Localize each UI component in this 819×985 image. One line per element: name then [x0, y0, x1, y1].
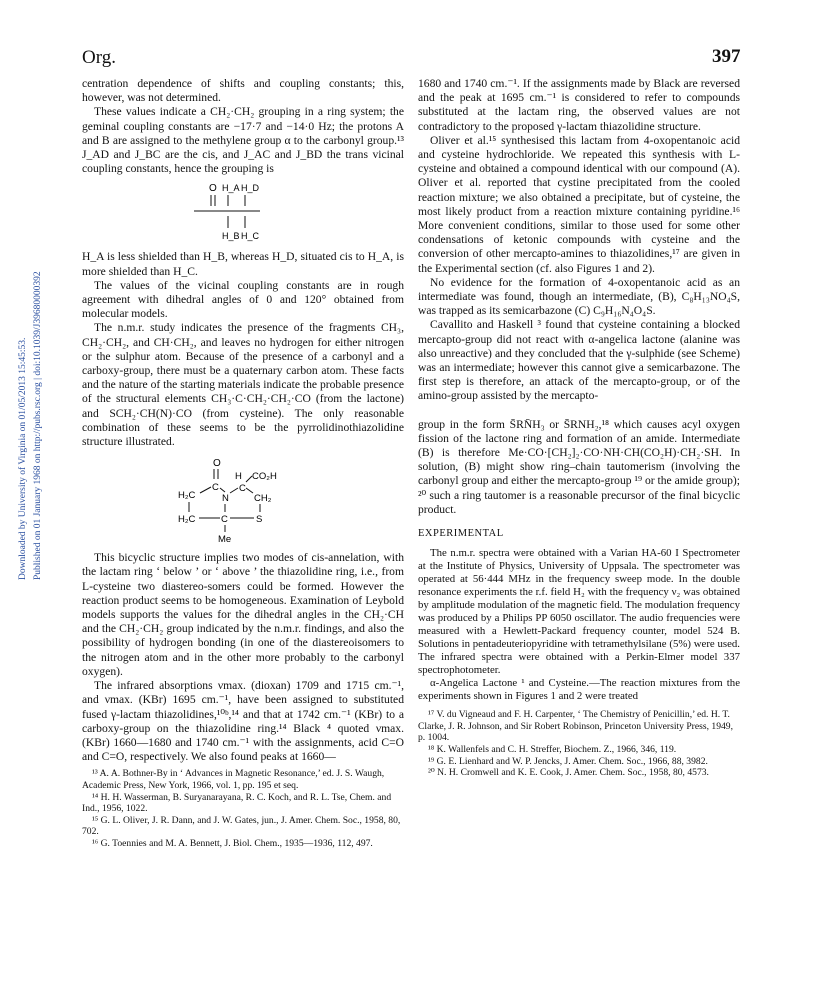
paragraph: The n.m.r. spectra were obtained with a Varian HA-60 I Spectrometer at the Institute of Physics, University of Uppsala. The spectrometer was operated at 56·444 MHz in the frequency sweep mode. In the double resonance experiments the r.f. field H₂ with the frequency ν₂ was obtained by amplitude modulation of the magnetic field. The modulation frequency was produced by a Philips PP 6050 oscillator. The audio frequencies were measured with a Hewlett-Packard frequency counter, model 524 B. Solutions in pentadeuteriopyridine with tetramethylsilane (5%) were used. The infrared spectra were obtained with a Perkin-Elmer model 337 spectrophotometer. — [418, 547, 740, 677]
footnote: ¹⁶ G. Toennies and M. A. Bennett, J. Biol. Chem., 1935—1936, 112, 497. — [92, 837, 373, 849]
footnote: ¹⁹ G. E. Lienhard and W. P. Jencks, J. Amer. Chem. Soc., 1966, 88, 3982. — [428, 755, 708, 767]
journal-header: Org. — [82, 47, 116, 68]
atom-label: S — [256, 514, 263, 526]
paragraph: H_A is less shielded than H_B, whereas H_D, situated cis to H_A, is more shielded than H_C. — [82, 250, 404, 278]
paragraph: Cavallito and Haskell ³ found that cysteine containing a blocked mercapto-group did not react with α-angelica lactone (alanine was also unreactive) and they concluded that the γ-sulphide (see Scheme) was an intermediate; however this cannot give a semicarbazone. The first step is therefore, an attack of the mercapto-group, or of the amino-group assisted by the mercapto- — [418, 318, 740, 403]
paragraph: These values indicate a CH₂·CH₂ grouping in a ring system; the geminal coupling constants are −17·7 and −14·0 Hz; the protons A and B are assigned to the methylene group α to the carbonyl group.¹³ J_AD and J_BC are the cis, and J_AC and J_BD the trans vicinal coupling constants, hence the grouping is — [82, 105, 404, 176]
atom-label: CO₂H — [252, 471, 277, 483]
paragraph: The n.m.r. study indicates the presence of the fragments CH₃, CH₂·CH₂, and CH·CH₂, and leaves no hydrogen for either nitrogen or the sulphur atom. Because of the presence of a carbonyl and a carboxy-group, there must be a quaternary carbon atom. These facts and the nature of the starting materials indicate the probable presence of the structural elements CH₃·C·CH₂·CH₂·CO (from the lactone) and SCH₂·CH(N)·CO (from cysteine). The only reasonable combination of these seems to be the pyrrolidinothiazolidine structure illustrated. — [82, 321, 404, 449]
atom-label: H — [235, 471, 242, 483]
atom-label: Me — [218, 534, 232, 546]
paragraph: The values of the vicinal coupling constants are in rough agreement with dihedral angles of 0 and 120° obtained from molecular models. — [82, 278, 404, 321]
methylene-grouping-structure — [82, 178, 404, 248]
download-notice[interactable]: Downloaded by University of Virginia on 01/05/2013 15:45:53. — [18, 337, 28, 580]
structure-diagram-1 — [82, 178, 404, 248]
atom-label: H_A — [222, 183, 240, 194]
footnote: ²⁰ N. H. Cromwell and K. E. Cook, J. Amer. Chem. Soc., 1958, 80, 4573. — [428, 767, 709, 779]
page-number: 397 — [712, 46, 741, 67]
footnote: ¹⁵ G. L. Oliver, J. R. Dann, and J. W. Gates, jun., J. Amer. Chem. Soc., 1958, 80, 702. — [82, 814, 401, 838]
paragraph: This bicyclic structure implies two modes of cis-annelation, with the lactam ring ‘ below ’ or ‘ above ’ the thiazolidine ring, i.e., from L-cysteine two diastereo-somers could be formed. However the reaction product seems to be homogeneous. Examination of Leybold models supports the values for the dihedral angles in the CH₂·CH and the CH₂·CH₂ group indicated by the n.m.r. findings, and also the possibility of hydrogen bonding (in one of the diastereoisomers to the nitrogen atom and in the other more probably to the carbonyl oxygen). — [82, 551, 404, 678]
atom-label: H₂C — [178, 514, 196, 526]
footnote: ¹⁷ V. du Vigneaud and F. H. Carpenter, ‘ The Chemistry of Penicillin,’ ed. H. T. Clarke, J. R. Johnson, and Sir Robert Robinson, Princeton University Press, 1949, p. 1004. — [418, 709, 733, 744]
atom-label: H_B — [222, 231, 240, 242]
doi-link[interactable]: Published on 01 January 1968 on http://pubs.rsc.org | doi:10.1039/J39680000392 — [33, 271, 43, 580]
atom-label: CH₂ — [254, 493, 272, 505]
footnote: ¹⁴ H. H. Wasserman, B. Suryanarayana, R. C. Koch, and R. L. Tse, Chem. and Ind., 1956, 1022. — [82, 791, 392, 815]
paragraph: No evidence for the formation of 4-oxopentanoic acid as an intermediate was found, though an intermediate, (B), C₈H₁₃NO₄S, was trapped as its semicarbazone (C) C₉H₁₆N₄O₄S. — [418, 275, 740, 318]
download-sidebar — [0, 200, 60, 600]
atom-label: O — [209, 183, 217, 195]
atom-label: H_C — [241, 231, 260, 242]
atom-label: O — [213, 458, 221, 470]
footnote: ¹⁸ K. Wallenfels and C. H. Streffer, Biochem. Z., 1966, 346, 119. — [428, 744, 677, 756]
paragraph: group in the form S̄RN̄H₃ or S̄RNH₂,¹⁸ which causes acyl oxygen fission of the lactone ring and formation of an amide. Intermediate (B) is therefore Me·CO·[CH₂]₂·CO·NH·CH(CO₂H)·CH₂·SH. In solution, (B) might show ring–chain tautomerism (involving the carbonyl group and either the mercapto-group ¹⁹ or the amide group); ²⁰ such a ring tautomer is a reasonable precursor of the final bicyclic product. — [418, 417, 740, 516]
footnotes-right — [418, 709, 740, 779]
section-heading: EXPERIMENTAL — [418, 528, 504, 540]
right-column — [418, 77, 740, 779]
paragraph: 1680 and 1740 cm.⁻¹. If the assignments made by Black are reversed and the peak at 1695 cm.⁻¹ is considered to refer to compounds substituted at the lactam ring, the observed values are not contradictory to the proposed γ-lactam thiazolidine structure. — [418, 77, 740, 133]
paragraph: α-Angelica Lactone ¹ and Cysteine.—The reaction mixtures from the experiments shown in Figures 1 and 2 were treated — [418, 677, 740, 703]
paragraph: centration dependence of shifts and coupling constants; this, however, was not determined. — [82, 77, 404, 105]
atom-label: C — [212, 482, 219, 494]
paragraph: The infrared absorptions νmax. (dioxan) 1709 and 1715 cm.⁻¹, and νmax. (KBr) 1695 cm.⁻¹, have been assigned to substituted fused γ-lactam thiazolidines,¹⁰ᵇ,¹⁴ and that at 1742 cm.⁻¹ (KBr) to a carboxy-group on the thiazolidine ring.¹⁴ Black ⁴ quoted νmax. (KBr) 1660—1680 and 1740 cm.⁻¹ with the assignments, acid C=O and C=O, respectively. We also found peaks at 1660— — [82, 679, 404, 764]
atom-label: H₂C — [178, 490, 196, 502]
paragraph: Oliver et al.¹⁵ synthesised this lactam from 4-oxopentanoic acid and cysteine hydrochloride. We repeated this synthesis with L-cysteine and obtained a compound identical with our compound (A). Oliver et al. reported that cystine precipitated from the cooled reaction mixture; we also obtained a precipitate, but of cysteine, the most likely product from a reaction mixture containing pyridine.¹⁶ More convenient conditions, similar to those used for some other condensations of ketonic compounds with cysteine and the conversion of other mercapto-amines to thiazolidines,¹⁷ are given in the Experimental section (cf. also Figures 1 and 2). — [418, 133, 740, 275]
atom-label: C — [221, 514, 228, 526]
footnotes-left — [82, 768, 404, 849]
atom-label: N — [222, 493, 229, 505]
left-column — [82, 77, 404, 849]
atom-label: H_D — [241, 183, 260, 194]
structure-diagram-2 — [82, 455, 404, 547]
atom-label: C — [239, 483, 246, 495]
footnote: ¹³ A. A. Bothner-By in ‘ Advances in Magnetic Resonance,’ ed. J. S. Waugh, Academic Press, New York, 1966, vol. 1, pp. 195 et seq. — [82, 768, 385, 791]
pyrrolidinothiazolidine-structure — [82, 455, 404, 547]
